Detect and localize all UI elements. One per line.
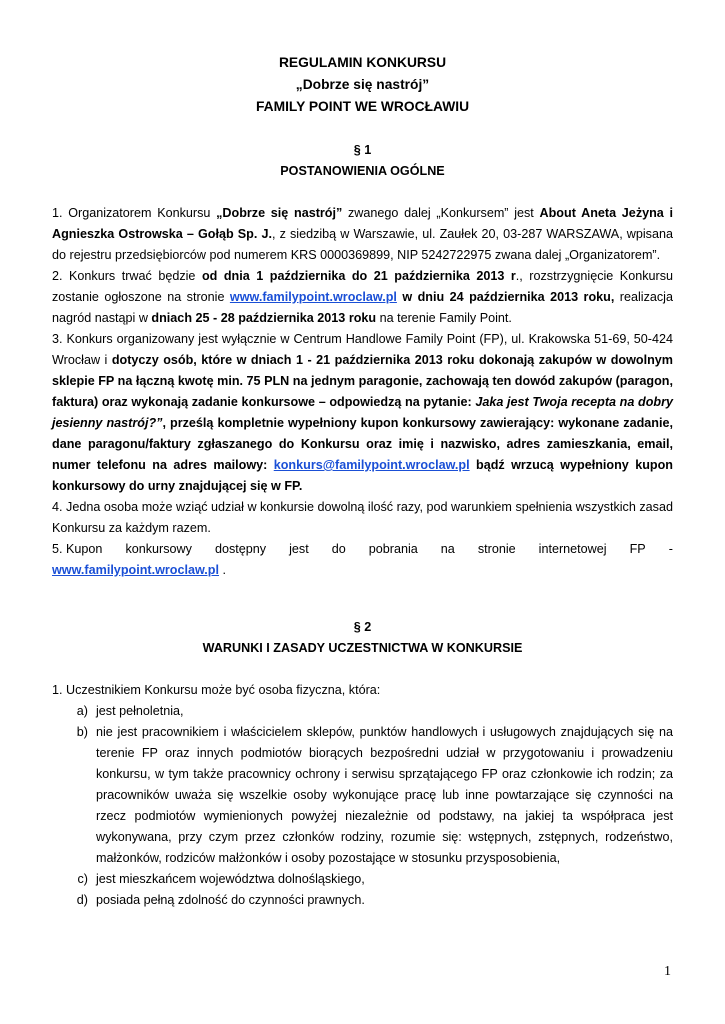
list-item-text: posiada pełną zdolność do czynności prawnych. [96, 893, 365, 907]
list-marker: d) [76, 893, 88, 907]
paragraph-5-first-line: 5. Kupon konkursowy dostępny jest do pobrania na stronie internetowej FP - [52, 542, 673, 556]
list-item-text: jest mieszkańcem województwa dolnośląskiego, [96, 872, 365, 886]
section2-intro: 1. Uczestnikiem Konkursu może być osoba fizyczna, która: [52, 683, 381, 697]
list-item [52, 701, 673, 722]
list-marker: a) [76, 704, 88, 718]
list-marker: b) [76, 725, 88, 739]
section1-paragraph-3: 3. Konkurs organizowany jest wyłącznie w Centrum Handlowe Family Point (FP), ul. Krakowska 51-69, 50-424 Wrocław i dotyczy osób, które w dniach 1 - 21 października 2013 roku dokonają zakupów w dowolnym sklepie FP na łączną kwotę min. 75 PLN na jednym paragonie, zachowają ten dowód zakupów (paragon, faktura) oraz wykonają zadanie konkursowe – odpowiedzą na pytanie: Jaka jest Twoja recepta na dobry jesienny nastrój?”, prześlą kompletnie wypełniony kupon konkursowy zawierający: wykonane zadanie, dane paragonu/faktury zgłaszanego do Konkursu oraz imię i nazwisko, adres zamieszkania, email, numer telefonu na adres mailowy: konkurs@familypoint.wroclaw.pl bądź wrzucą wypełniony kupon konkursowy do urny znajdującej się w FP. [52, 332, 673, 493]
list-item-text: nie jest pracownikiem i właścicielem sklepów, punktów handlowych i usługowych znajdujących się na terenie FP oraz innych podmiotów biorących bezpośredni udział w przygotowaniu i prowadzeniu konkursu, w tym także pracownicy ochrony i serwisu sprzątającego FP oraz członkowie ich rodzin; za pracowników uważa się wszelkie osoby wykonujące pracę lub inne powtarzające się czynności na rzecz podmiotów wymienionych powyżej niezależnie od podstawy, na jakiej ta współpraca jest wykonywana, przy czym przez członków rodziny, rozumie się: wstępnych, zstępnych, rodzeństwo, małżonków, rodziców małżonków i osoby pozostające w stosunku przysposobienia, [96, 725, 673, 865]
doc-title-line1: REGULAMIN KONKURSU [278, 55, 447, 70]
list-item-text: jest pełnoletnia, [96, 704, 184, 718]
familypoint-website-link[interactable]: www.familypoint.wroclaw.pl [229, 290, 397, 304]
list-item [52, 722, 673, 869]
list-item [52, 890, 673, 911]
section1-paragraph-1: 1. Organizatorem Konkursu „Dobrze się nastrój” zwanego dalej „Konkursem” jest About Aneta Jeżyna i Agnieszka Ostrowska – Gołąb Sp. J., z siedzibą w Warszawie, ul. Zaułek 20, 03-287 WARSZAWA, wpisana do rejestru przedsiębiorców pod numerem KRS 0000369899, NIP 5242722975 zwana dalej „Organizatorem”. [52, 206, 674, 262]
doc-title-line2: „Dobrze się nastrój” [295, 77, 430, 92]
page-number: 1 [664, 964, 671, 979]
section2-title: WARUNKI I ZASADY UCZESTNICTWA W KONKURSIE [202, 641, 523, 655]
doc-title-line3: FAMILY POINT WE WROCŁAWIU [255, 99, 470, 114]
contest-email-link[interactable]: konkurs@familypoint.wroclaw.pl [273, 458, 470, 472]
section1-paragraph-2: 2. Konkurs trwać będzie od dnia 1 października do 21 października 2013 r., rozstrzygnięcie Konkursu zostanie ogłoszone na stronie www.familypoint.wroclaw.pl w dniu 24 października 2013 roku, realizacja nagród nastąpi w dniach 25 - 28 października 2013 roku na terenie Family Point. [52, 269, 674, 325]
section1-paragraph-5: 5. Kupon konkursowy dostępny jest do pobrania na stronie internetowej FP - www.familypoint.wroclaw.pl . [52, 539, 673, 581]
coupon-download-link[interactable]: www.familypoint.wroclaw.pl [52, 563, 220, 577]
list-item [52, 869, 673, 890]
document-page [52, 52, 673, 911]
section1-paragraph-4: 4. Jedna osoba może wziąć udział w konkursie dowolną ilość razy, pod warunkiem spełnienia wszystkich zasad Konkursu za każdym razem. [52, 500, 673, 535]
list-marker: c) [77, 872, 88, 886]
section1-title: POSTANOWIENIA OGÓLNE [280, 164, 445, 178]
section2-number: § 2 [353, 620, 372, 634]
section1-number: § 1 [353, 143, 372, 157]
